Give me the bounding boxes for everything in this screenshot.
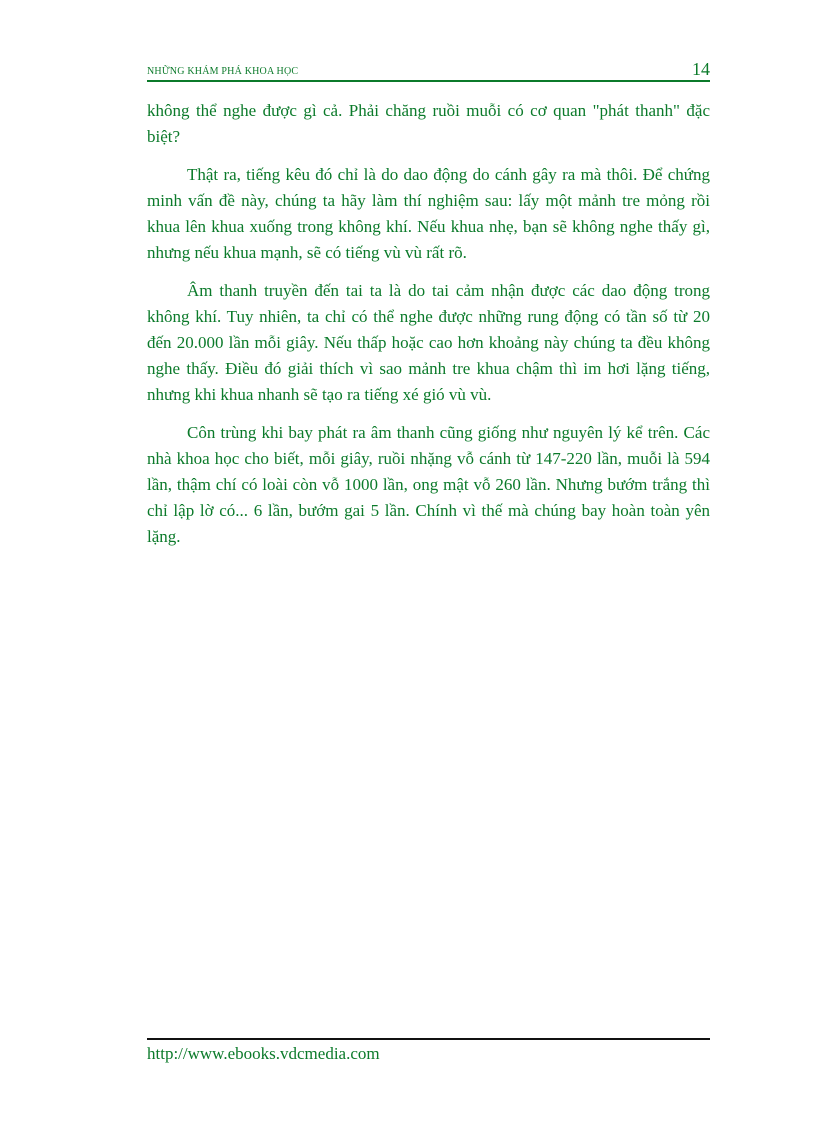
paragraph: Âm thanh truyền đến tai ta là do tai cảm nhận được các dao động trong không khí. Tuy nhiên, ta chỉ có thể nghe được những rung động có tần số từ 20 đến 20.000 lần mỗi giây. Nếu thấp hoặc cao hơn khoảng này chúng ta đều không nghe thấy. Điều đó giải thích vì sao mảnh tre khua chậm thì im hơi lặng tiếng, nhưng khi khua nhanh sẽ tạo ra tiếng xé gió vù vù.: [147, 281, 710, 404]
book-title: NHỮNG KHÁM PHÁ KHOA HỌC: [147, 66, 299, 77]
footer-url-link[interactable]: http://www.ebooks.vdcmedia.com: [147, 1044, 380, 1063]
paragraph: không thể nghe được gì cả. Phải chăng ruồi muỗi có cơ quan "phát thanh" đặc biệt?: [147, 101, 710, 146]
running-header: [147, 58, 710, 82]
footer-divider: [147, 1038, 710, 1040]
page-number: 14: [692, 59, 710, 79]
paragraph: Côn trùng khi bay phát ra âm thanh cũng giống như nguyên lý kể trên. Các nhà khoa học cho biết, mỗi giây, ruồi nhặng vỗ cánh từ 147-220 lần, muỗi là 594 lần, thậm chí có loài còn vỗ 1000 lần, ong mật vỗ 260 lần. Nhưng bướm trắng thì chỉ lập lờ có... 6 lần, bướm gai 5 lần. Chính vì thế mà chúng bay hoàn toàn yên lặng.: [147, 423, 710, 546]
body-text: [147, 98, 710, 562]
paragraph: Thật ra, tiếng kêu đó chỉ là do dao động do cánh gây ra mà thôi. Để chứng minh vấn đề này, chúng ta hãy làm thí nghiệm sau: lấy một mảnh tre mỏng rồi khua lên khua xuống trong không khí. Nếu khua nhẹ, bạn sẽ không nghe thấy gì, nhưng nếu khua mạnh, sẽ có tiếng vù vù rất rõ.: [147, 165, 710, 262]
